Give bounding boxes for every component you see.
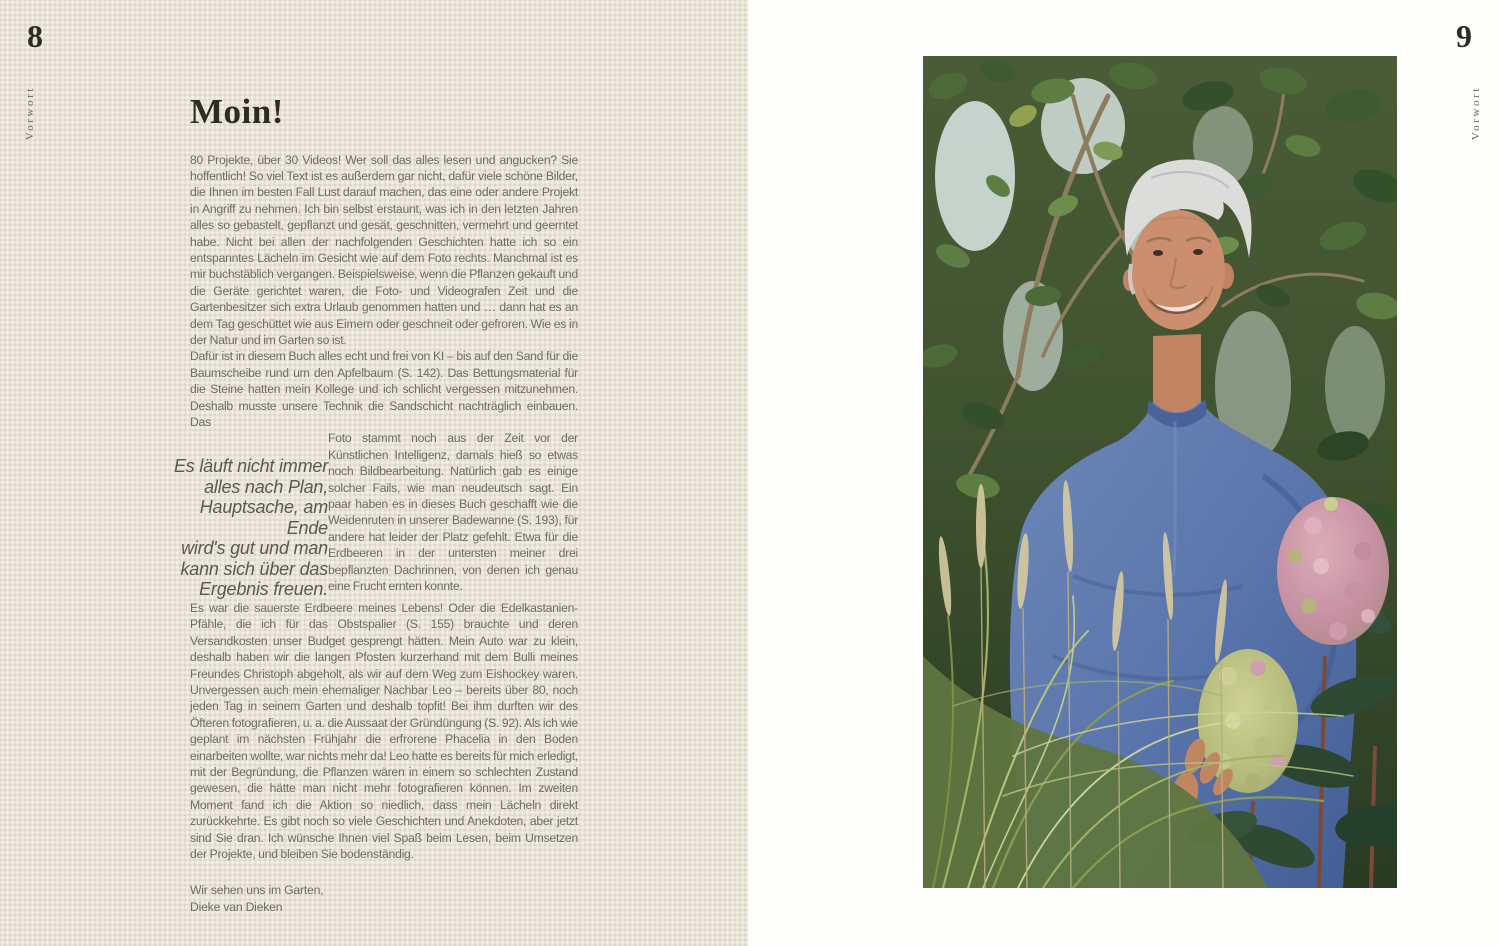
foreword-paragraph-2-intro: Dafür ist in diesem Buch alles echt und frei von KI – bis auf den Sand für die Baumscheibe rund um den Apfelbaum (S. 142). Das Bettungsmaterial für die Steine hatten mein Kollege und ich schlicht vergessen mitzunehmen. Deshalb musste unsere Technik die Sandschicht nachträglich einbauen. Das [190,349,578,429]
left-page [0,0,748,946]
hydrangea-bloom-pink [1277,497,1389,645]
right-page [748,0,1500,946]
chapter-side-label-left: Vorwort [24,86,36,141]
chapter-side-label-right: Vorwort [1470,86,1482,141]
pull-quote: Es läuft nicht immer alles nach Plan, Hauptsache, am Ende wird's gut und man kann sich über das Ergebnis freuen. [173,456,328,600]
author-neck [1153,334,1201,415]
author-portrait-photo [923,56,1397,888]
page-number-right: 9 [1456,18,1472,54]
foreword-heading: Moin! [190,92,284,131]
foreword-paragraph-3: Es war die sauerste Erdbeere meines Lebens! Oder die Edelkastanien-Pfähle, die ich für das Obstspalier (S. 155) brauchte und deren Versandkosten unser Budget gesprengt hätten. Mein Auto war zu klein, deshalb haben wir die langen Pfosten kurzerhand mit dem Bulli meines Freundes Christoph abgeholt, als wir auf dem Weg zum Eishockey waren. Unvergessen auch mein ehemaliger Nachbar Leo – bereits über 80, noch jeden Tag in seinem Garten und deshalb topfit! Bei ihm durften wir des Öfteren fotografieren, u. a. die Aussaat der Gründüngung (S. 92). Als ich wie geplant im nächsten Frühjahr die erfrorene Phacelia in den Boden einarbeiten wollte, war nichts mehr da! Leo hatte es bereits für mich erledigt, mit der Begründung, die Pflanzen wären in einem so schlechten Zustand gewesen, die hätte man nicht mehr fotografieren können. Im zweiten Moment fand ich die Aktion so niedlich, dass mein Lächeln direkt zurückkehrte. Es gibt noch so viele Geschichten und Anekdoten, aber jetzt sind Sie dran. Ich wünsche Ihnen viel Spaß beim Lesen, beim Umsetzen der Projekte, und bleiben Sie bodenständig. [190,600,578,861]
author-portrait-illustration [923,56,1397,888]
foreword-paragraph-1: 80 Projekte, über 30 Videos! Wer soll das alles lesen und angucken? Sie hoffentlich! So viel Text ist es außerdem gar nicht, dafür viele schöne Bilder, die Ihnen im besten Fall Lust darauf machen, das eine oder andere Projekt in Angriff zu nehmen. Ich bin selbst erstaunt, was ich in den letzten Jahren alles so gebastelt, gepflanzt und gesät, geschnitten, vermehrt und geerntet habe. Nicht bei allen der nachfolgenden Geschichten hatte ich so ein entspanntes Lächeln im Gesicht wie auf dem Foto rechts. Manchmal ist es mir buchstäblich vergangen. Beispielsweise, wenn die Pflanzen gekauft und die Geräte gerichtet waren, die Foto- und Videografen Zeit und die Gartenbesitzer sich extra Urlaub genommen hatten und … dann hat es an dem Tag geschüttet wie aus Eimern oder geschneit oder gefroren. Wie es in der Natur und im Garten so ist. [190,152,578,347]
foreword-paragraph-2-rest: Foto stammt noch aus der Zeit vor der Künstlichen Intelligenz, damals hieß so etwas noch Bildbearbeitung. Natürlich gab es einige solcher Fails, wie man neudeutsch sagt. Ein paar haben es in dieses Buch geschafft wie die Weidenruten in unserer Badewanne (S. 193), für andere hat leider der Platz gefehlt. Etwa für die Erdbeeren in der untersten meiner drei bepflanzten Dachrinnen, von denen ich genau eine Frucht ernten konnte. [328,431,578,594]
foreword-text-column [173,92,578,916]
quote-and-text-row [173,430,578,600]
foreword-signoff: Wir sehen uns im Garten, Dieke van Dieken [190,883,324,915]
page-number-left: 8 [27,18,43,54]
